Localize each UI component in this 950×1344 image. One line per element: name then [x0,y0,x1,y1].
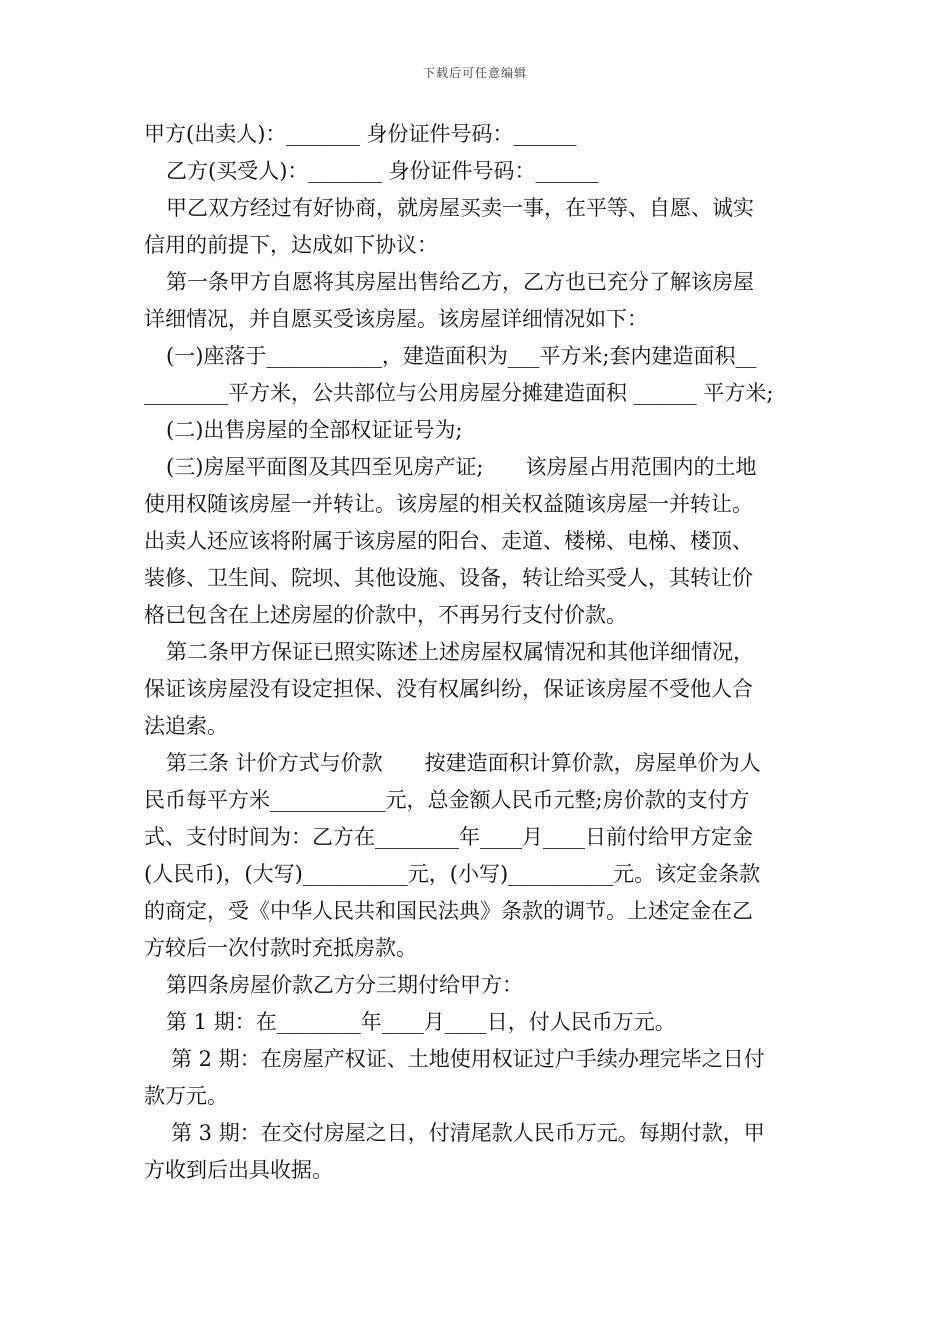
article-1-item-3-line: 格已包含在上述房屋的价款中，不再另行支付价款。 [144,603,627,627]
article-3-line: 民币每平方米___________元，总金额人民币元整;房价款的支付方 [144,788,750,812]
article-1-item-3-line: 出卖人还应该将附属于该房屋的阳台、走道、楼梯、电梯、楼顶、 [144,529,753,553]
article-1-item-3-line: 装修、卫生间、院坝、其他设施、设备，转让给买受人，其转让价 [144,566,753,590]
article-1-item-3-line: (三)房屋平面图及其四至见房产证; 该房屋占用范围内的土地 [166,455,757,479]
article-1-item-2-line: (二)出售房屋的全部权证证号为; [166,418,463,442]
article-3-line: 式、支付时间为：乙方在________年____月____日前付给甲方定金 [144,825,753,849]
preamble-line: 信用的前提下，达成如下协议： [144,233,438,257]
article-4-line: 第四条房屋价款乙方分三期付给甲方： [166,973,523,997]
payment-phase-1-line: 第 1 期：在________年____月____日，付人民币万元。 [166,1010,676,1034]
page-header-note: 下载后可任意编辑 [422,66,527,80]
article-1-line: 第一条甲方自愿将其房屋出售给乙方，乙方也已充分了解该房屋 [166,270,754,294]
party-b-line: 乙方(买受人)：_______ 身份证件号码：______ [166,159,599,183]
article-3-line: 的商定，受《中华人民共和国民法典》条款的调节。上述定金在乙 [144,899,753,923]
payment-phase-2-line: 款万元。 [144,1084,228,1108]
article-3-line: (人民币)，(大写)__________元，(小写)__________元。该定金条款 [144,862,761,886]
article-3-line: 第三条 计价方式与价款 按建造面积计算价款，房屋单价为人 [166,751,761,775]
article-1-line: 详细情况，并自愿买受该房屋。该房屋详细情况如下： [144,307,648,331]
article-1-item-1-line: ________平方米，公共部位与公用房屋分摊建造面积 ______ 平方米; [144,381,774,405]
payment-phase-3-line: 第 3 期：在交付房屋之日，付清尾款人民币万元。每期付款，甲 [171,1121,765,1145]
payment-phase-2-line: 第 2 期：在房屋产权证、土地使用权证过户手续办理完毕之日付 [171,1047,765,1071]
article-1-item-3-line: 使用权随该房屋一并转让。该房屋的相关权益随该房屋一并转让。 [144,492,753,516]
article-2-line: 第二条甲方保证已照实陈述上述房屋权属情况和其他详细情况， [166,640,754,664]
party-a-line: 甲方(出卖人)：_______ 身份证件号码：______ [144,122,577,146]
contract-body [144,116,809,1189]
payment-phase-3-line: 方收到后出具收据。 [144,1158,333,1182]
article-2-line: 保证该房屋没有设定担保、没有权属纠纷，保证该房屋不受他人合 [144,677,753,701]
article-3-line: 方较后一次付款时充抵房款。 [144,936,417,960]
article-2-line: 法追索。 [144,714,228,738]
article-1-item-1-line: (一)座落于___________，建造面积为___平方米;套内建造面积__ [166,344,757,368]
preamble-line: 甲乙双方经过有好协商，就房屋买卖一事，在平等、自愿、诚实 [166,196,754,220]
